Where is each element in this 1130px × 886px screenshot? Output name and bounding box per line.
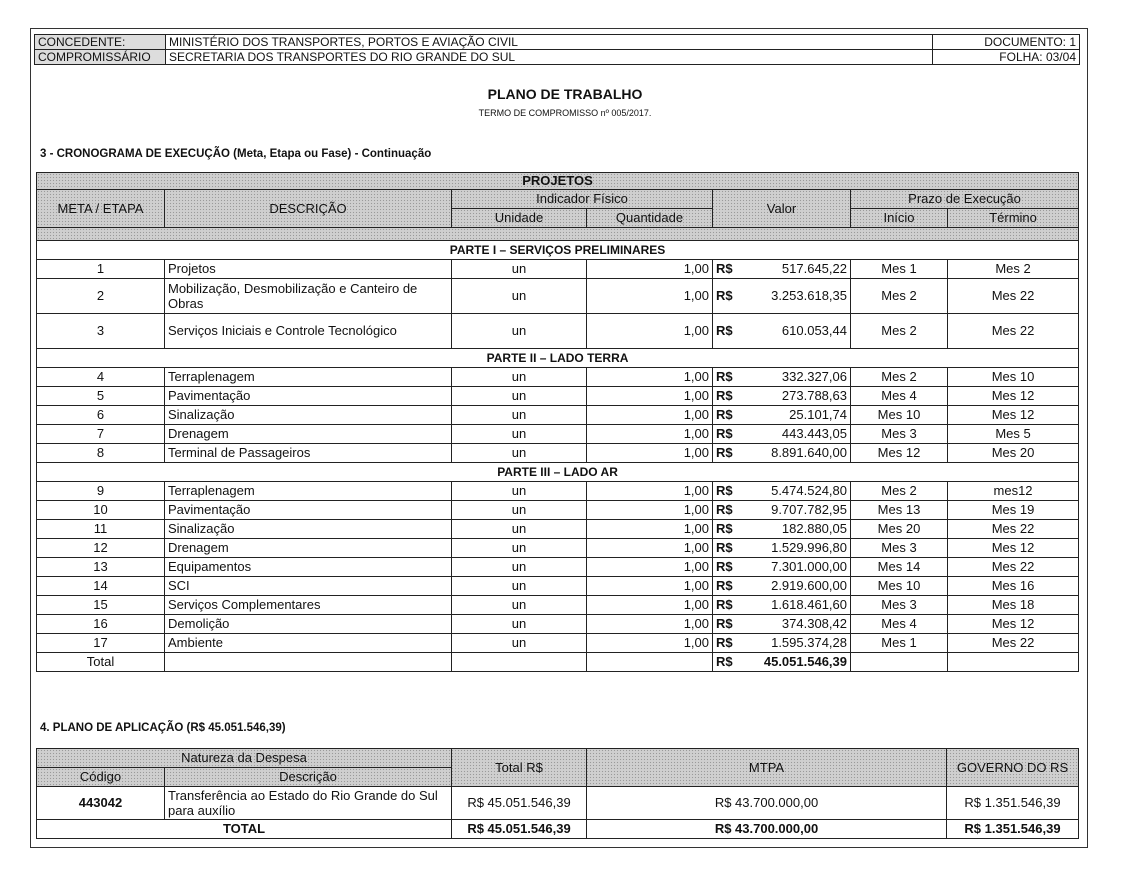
plan-mtpa: R$ 43.700.000,00 <box>587 787 947 820</box>
valor-cell: 2.919.600,00 <box>748 577 851 596</box>
valor-cell: 332.327,06 <box>748 368 851 387</box>
meta-cell: 14 <box>37 577 165 596</box>
inicio-cell: Mes 4 <box>851 615 948 634</box>
folha-number: FOLHA: 03/04 <box>933 50 1080 65</box>
unidade-cell: un <box>452 596 587 615</box>
plan-total: R$ 45.051.546,39 <box>452 787 587 820</box>
valor-cell: 1.618.461,60 <box>748 596 851 615</box>
part-1-heading: PARTE I – SERVIÇOS PRELIMINARES <box>37 241 1079 260</box>
inicio-cell: Mes 10 <box>851 577 948 596</box>
descricao-cell: Drenagem <box>165 425 452 444</box>
termino-cell: Mes 16 <box>948 577 1079 596</box>
meta-etapa-header: META / ETAPA <box>37 190 165 228</box>
quantidade-cell: 1,00 <box>587 260 713 279</box>
meta-cell: 11 <box>37 520 165 539</box>
unidade-cell: un <box>452 501 587 520</box>
descricao-cell: Serviços Complementares <box>165 596 452 615</box>
page-subtitle: TERMO DE COMPROMISSO nº 005/2017. <box>478 108 652 118</box>
compromissario-value: SECRETARIA DOS TRANSPORTES DO RIO GRANDE DO SUL <box>166 50 933 65</box>
table-row <box>37 425 1079 444</box>
valor-cell: 7.301.000,00 <box>748 558 851 577</box>
inicio-cell: Mes 3 <box>851 539 948 558</box>
currency-cell: R$ <box>713 425 748 444</box>
currency-cell: R$ <box>713 444 748 463</box>
quantidade-cell: 1,00 <box>587 444 713 463</box>
inicio-cell: Mes 20 <box>851 520 948 539</box>
table-row <box>37 406 1079 425</box>
unidade-cell: un <box>452 368 587 387</box>
quantidade-cell: 1,00 <box>587 634 713 653</box>
inicio-cell: Mes 2 <box>851 368 948 387</box>
table-row <box>37 314 1079 349</box>
termino-cell: Mes 12 <box>948 615 1079 634</box>
termino-cell: Mes 22 <box>948 634 1079 653</box>
meta-cell: 16 <box>37 615 165 634</box>
inicio-cell: Mes 3 <box>851 596 948 615</box>
descricao-cell: Demolição <box>165 615 452 634</box>
meta-cell: 13 <box>37 558 165 577</box>
total-label: Total <box>37 653 165 672</box>
descricao-cell: SCI <box>165 577 452 596</box>
meta-cell: 17 <box>37 634 165 653</box>
descricao-cell: Sinalização <box>165 520 452 539</box>
unidade-cell: un <box>452 482 587 501</box>
valor-cell: 517.645,22 <box>748 260 851 279</box>
table-row <box>37 444 1079 463</box>
valor-cell: 610.053,44 <box>748 314 851 349</box>
descricao-cell: Terraplenagem <box>165 368 452 387</box>
inicio-cell: Mes 4 <box>851 387 948 406</box>
quantidade-cell: 1,00 <box>587 539 713 558</box>
inicio-cell: Mes 10 <box>851 406 948 425</box>
unidade-cell: un <box>452 425 587 444</box>
termino-cell: Mes 20 <box>948 444 1079 463</box>
valor-cell: 374.308,42 <box>748 615 851 634</box>
quantidade-cell: 1,00 <box>587 615 713 634</box>
document-header <box>34 34 1080 65</box>
unidade-cell: un <box>452 577 587 596</box>
table-row <box>37 279 1079 314</box>
unidade-cell: un <box>452 279 587 314</box>
currency-cell: R$ <box>713 577 748 596</box>
meta-cell: 7 <box>37 425 165 444</box>
unidade-cell: un <box>452 634 587 653</box>
descricao-cell: Terminal de Passageiros <box>165 444 452 463</box>
termino-cell: Mes 12 <box>948 539 1079 558</box>
descricao-cell: Pavimentação <box>165 501 452 520</box>
projetos-header: PROJETOS <box>37 173 1079 190</box>
termino-cell: Mes 12 <box>948 406 1079 425</box>
section-3-heading: 3 - CRONOGRAMA DE EXECUÇÃO (Meta, Etapa ou Fase) - Continuação <box>40 148 432 160</box>
quantidade-cell: 1,00 <box>587 520 713 539</box>
concedente-label: CONCEDENTE: <box>35 35 166 50</box>
termino-cell: Mes 22 <box>948 279 1079 314</box>
currency-cell: R$ <box>713 368 748 387</box>
descricao-cell: Mobilização, Desmobilização e Canteiro de Obras <box>165 279 452 314</box>
valor-header: Valor <box>713 190 851 228</box>
termino-cell: Mes 19 <box>948 501 1079 520</box>
descricao-cell: Pavimentação <box>165 387 452 406</box>
unidade-cell: un <box>452 558 587 577</box>
plan-total-label: TOTAL <box>37 820 452 839</box>
valor-cell: 1.529.996,80 <box>748 539 851 558</box>
unidade-cell: un <box>452 387 587 406</box>
table-row <box>37 501 1079 520</box>
table-row <box>37 558 1079 577</box>
mtpa-header: MTPA <box>587 749 947 787</box>
termino-cell: Mes 12 <box>948 387 1079 406</box>
table-row <box>37 368 1079 387</box>
table-row <box>37 634 1079 653</box>
meta-cell: 15 <box>37 596 165 615</box>
inicio-cell: Mes 2 <box>851 314 948 349</box>
inicio-cell: Mes 14 <box>851 558 948 577</box>
table-row <box>37 615 1079 634</box>
currency-cell: R$ <box>713 634 748 653</box>
currency-cell: R$ <box>713 260 748 279</box>
meta-cell: 12 <box>37 539 165 558</box>
currency-cell: R$ <box>713 615 748 634</box>
table-row <box>37 260 1079 279</box>
descricao-cell: Sinalização <box>165 406 452 425</box>
valor-cell: 3.253.618,35 <box>748 279 851 314</box>
total-currency: R$ <box>713 653 748 672</box>
currency-cell: R$ <box>713 501 748 520</box>
inicio-cell: Mes 2 <box>851 482 948 501</box>
descricao-header: DESCRIÇÃO <box>165 190 452 228</box>
page-title: PLANO DE TRABALHO <box>487 86 643 102</box>
currency-cell: R$ <box>713 406 748 425</box>
termino-header: Término <box>948 209 1079 228</box>
unidade-cell: un <box>452 444 587 463</box>
descricao-cell: Serviços Iniciais e Controle Tecnológico <box>165 314 452 349</box>
quantidade-cell: 1,00 <box>587 425 713 444</box>
currency-cell: R$ <box>713 279 748 314</box>
table-row <box>37 577 1079 596</box>
meta-cell: 10 <box>37 501 165 520</box>
inicio-cell: Mes 1 <box>851 260 948 279</box>
meta-cell: 2 <box>37 279 165 314</box>
quantidade-header: Quantidade <box>587 209 713 228</box>
currency-cell: R$ <box>713 314 748 349</box>
termino-cell: Mes 10 <box>948 368 1079 387</box>
valor-cell: 5.474.524,80 <box>748 482 851 501</box>
plan-total-mtpa: R$ 43.700.000,00 <box>587 820 947 839</box>
plan-descricao-header: Descrição <box>165 768 452 787</box>
meta-cell: 1 <box>37 260 165 279</box>
plan-descricao: Transferência ao Estado do Rio Grande do Sul para auxílio <box>165 787 452 820</box>
quantidade-cell: 1,00 <box>587 368 713 387</box>
currency-cell: R$ <box>713 596 748 615</box>
termino-cell: Mes 5 <box>948 425 1079 444</box>
unidade-cell: un <box>452 260 587 279</box>
quantidade-cell: 1,00 <box>587 558 713 577</box>
quantidade-cell: 1,00 <box>587 482 713 501</box>
termino-cell: Mes 22 <box>948 520 1079 539</box>
quantidade-cell: 1,00 <box>587 596 713 615</box>
inicio-cell: Mes 1 <box>851 634 948 653</box>
plan-table <box>36 748 1079 839</box>
descricao-cell: Ambiente <box>165 634 452 653</box>
unidade-cell: un <box>452 314 587 349</box>
valor-cell: 273.788,63 <box>748 387 851 406</box>
plan-total-header: Total R$ <box>452 749 587 787</box>
valor-cell: 9.707.782,95 <box>748 501 851 520</box>
documento-number: DOCUMENTO: 1 <box>933 35 1080 50</box>
quantidade-cell: 1,00 <box>587 387 713 406</box>
meta-cell: 8 <box>37 444 165 463</box>
valor-cell: 25.101,74 <box>748 406 851 425</box>
table-row <box>37 482 1079 501</box>
meta-cell: 6 <box>37 406 165 425</box>
descricao-cell: Projetos <box>165 260 452 279</box>
termino-cell: Mes 18 <box>948 596 1079 615</box>
unidade-header: Unidade <box>452 209 587 228</box>
currency-cell: R$ <box>713 482 748 501</box>
quantidade-cell: 1,00 <box>587 314 713 349</box>
plan-governo: R$ 1.351.546,39 <box>947 787 1079 820</box>
quantidade-cell: 1,00 <box>587 501 713 520</box>
termino-cell: Mes 22 <box>948 558 1079 577</box>
table-row <box>37 387 1079 406</box>
valor-cell: 182.880,05 <box>748 520 851 539</box>
unidade-cell: un <box>452 539 587 558</box>
descricao-cell: Equipamentos <box>165 558 452 577</box>
quantidade-cell: 1,00 <box>587 577 713 596</box>
meta-cell: 3 <box>37 314 165 349</box>
section-4-heading: 4. PLANO DE APLICAÇÃO (R$ 45.051.546,39) <box>40 722 286 734</box>
termino-cell: mes12 <box>948 482 1079 501</box>
inicio-cell: Mes 12 <box>851 444 948 463</box>
valor-cell: 1.595.374,28 <box>748 634 851 653</box>
plan-codigo: 443042 <box>37 787 165 820</box>
meta-cell: 4 <box>37 368 165 387</box>
unidade-cell: un <box>452 406 587 425</box>
inicio-cell: Mes 3 <box>851 425 948 444</box>
quantidade-cell: 1,00 <box>587 279 713 314</box>
meta-cell: 9 <box>37 482 165 501</box>
inicio-header: Início <box>851 209 948 228</box>
part-3-heading: PARTE III – LADO AR <box>37 463 1079 482</box>
total-value: 45.051.546,39 <box>748 653 851 672</box>
plan-total-sum: R$ 45.051.546,39 <box>452 820 587 839</box>
currency-cell: R$ <box>713 539 748 558</box>
valor-cell: 8.891.640,00 <box>748 444 851 463</box>
table-row <box>37 520 1079 539</box>
unidade-cell: un <box>452 520 587 539</box>
descricao-cell: Drenagem <box>165 539 452 558</box>
termino-cell: Mes 22 <box>948 314 1079 349</box>
currency-cell: R$ <box>713 520 748 539</box>
prazo-execucao-header: Prazo de Execução <box>851 190 1079 209</box>
termino-cell: Mes 2 <box>948 260 1079 279</box>
concedente-value: MINISTÉRIO DOS TRANSPORTES, PORTOS E AVIAÇÃO CIVIL <box>166 35 933 50</box>
currency-cell: R$ <box>713 558 748 577</box>
total-row <box>37 653 1079 672</box>
compromissario-label: COMPROMISSÁRIO <box>35 50 166 65</box>
governo-header: GOVERNO DO RS <box>947 749 1079 787</box>
meta-cell: 5 <box>37 387 165 406</box>
table-row <box>37 539 1079 558</box>
valor-cell: 443.443,05 <box>748 425 851 444</box>
part-2-heading: PARTE II – LADO TERRA <box>37 349 1079 368</box>
codigo-header: Código <box>37 768 165 787</box>
header-spacer <box>37 228 1079 241</box>
inicio-cell: Mes 2 <box>851 279 948 314</box>
plan-total-governo: R$ 1.351.546,39 <box>947 820 1079 839</box>
quantidade-cell: 1,00 <box>587 406 713 425</box>
schedule-table <box>36 172 1079 672</box>
unidade-cell: un <box>452 615 587 634</box>
inicio-cell: Mes 13 <box>851 501 948 520</box>
descricao-cell: Terraplenagem <box>165 482 452 501</box>
table-row <box>37 596 1079 615</box>
currency-cell: R$ <box>713 387 748 406</box>
indicador-fisico-header: Indicador Físico <box>452 190 713 209</box>
natureza-header: Natureza da Despesa <box>37 749 452 768</box>
